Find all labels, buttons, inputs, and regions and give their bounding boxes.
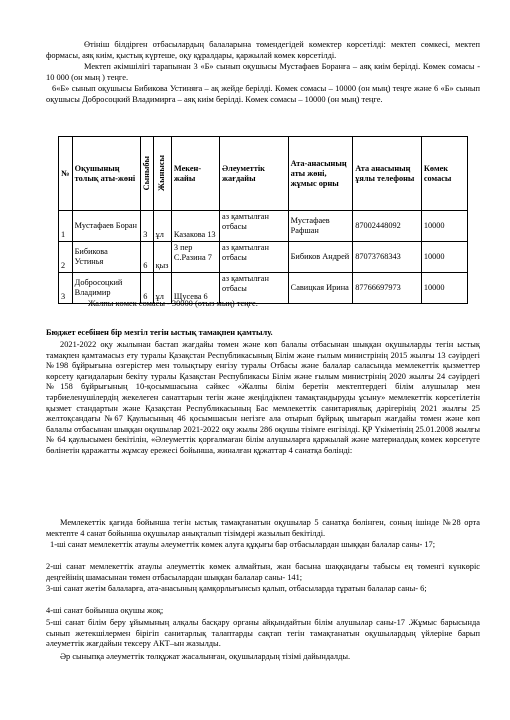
cell-student: Бибикова Устинья <box>72 242 141 273</box>
header-address: Мекен-жайы <box>171 137 219 211</box>
category-3: 3-ші санат жетім балаларға, ата-анасының қамқорлығынсыз қалып, отбасыларда тұратын балалар саны- 6; <box>46 584 427 593</box>
category-1: 1-ші санат мемлекеттік атаулы әлеуметтік көмек алуға құқығы бар отбасылардан шыққан балалар саны- 17; <box>50 540 436 549</box>
cell-class: 6 <box>141 242 153 273</box>
cell-address: 3 пер С.Разина 7 <box>171 242 219 273</box>
cell-number: 1 <box>59 211 73 242</box>
assistance-table <box>58 136 468 304</box>
cell-gender: ұл <box>153 273 171 304</box>
section-heading: Бюджет есебінен бір мезгіл тегін ыстық тамақпен қамтылу. <box>46 328 273 337</box>
header-phone: Ата анасының ұялы телефоны <box>353 137 422 211</box>
total-amount: Жалпы көмек сомасы - 30000 (отыз мың) теңге. <box>88 299 258 308</box>
cell-amount: 10000 <box>421 273 467 304</box>
intro-paragraph: Өтініш білдірген отбасылардың балаларына төмендегідей көмектер көрсетілді: мектеп сөмкесі, мектеп формасы, аяқ киім, қыстық күртеше, оқу құралдары, қаржылай көмек көрсетілді. <box>46 40 480 60</box>
closing-paragraph: Әр сыныпқа әлеуметтік төлқұжат жасалынған, оқушылардың тізімі дайындалды. <box>60 652 351 661</box>
header-social-status: Әлеуметтік жағдайы <box>220 137 289 211</box>
body-paragraph-2: Мемлекеттік қағида бойынша тегін ыстық тамақтанатын оқушылар 5 санатқа бөлінген, соның ішінде №28 орта мектепте 4 санат бойынша оқушылар анықталып тізімдері жазылып бекітілді. <box>46 518 480 538</box>
cell-social-status: аз қамтылған отбасы <box>220 242 289 273</box>
cell-student: Добросоцкий Владимир <box>72 273 141 304</box>
category-5: 5-ші санат білім беру ұйымының алқалы басқару органы айқындайтын білім алушылар саны-17 .Жұмыс барысында сынып жетекшілермен бірігіп санитарлық талаптарды сақтап тегін тамақтанатын оқушылардың үйлеріне барып әлеуметтік жағдайын тексеру АКТ–ын жазылды. <box>46 618 480 649</box>
paragraph-bibikova: 6«Б» сынып оқушысы Бибикова Устиняға – ақ жейде берілді. Көмек сомасы – 10000 (он мың) теңге және 6 «Б» сынып оқушысы Добросоцкий Владимирға – аяқ киім берілді. Көмек сомасы – 10000 (он мың) теңге. <box>46 84 480 104</box>
cell-number: 2 <box>59 242 73 273</box>
cell-gender: ұл <box>153 211 171 242</box>
cell-address: Казакова 13 <box>171 211 219 242</box>
cell-amount: 10000 <box>421 211 467 242</box>
cell-parent: Бибиков Андрей <box>288 242 353 273</box>
cell-gender: қыз <box>153 242 171 273</box>
cell-phone: 87002448092 <box>353 211 422 242</box>
cell-number: 3 <box>59 273 73 304</box>
header-student-name: Оқушының толық аты-жөні <box>72 137 141 211</box>
cell-amount: 10000 <box>421 242 467 273</box>
header-gender: Жынысы <box>153 137 171 211</box>
cell-parent: Мустафаев Рафшан <box>288 211 353 242</box>
paragraph-mustafaev: Мектеп әкімшілігі тарапынан 3 «Б» сынып оқушысы Мустафаев Боранға – аяқ киім берілді. Көмек сомасы - 10 000 (он мың ) теңге. <box>46 62 480 82</box>
cell-class: 6 <box>141 273 153 304</box>
header-class: Сыныбы <box>141 137 153 211</box>
header-amount: Көмек сомасы <box>421 137 467 211</box>
cell-phone: 87073768343 <box>353 242 422 273</box>
cell-student: Мустафаев Боран <box>72 211 141 242</box>
table-row <box>59 242 468 273</box>
cell-phone: 87766697973 <box>353 273 422 304</box>
body-paragraph-1: 2021-2022 оқу жылынан бастап жағдайы төмен және көп балалы отбасынан шыққан оқушыларды тегін ыстық тамақпен қамтамасыз ету туралы Қазақстан Республикасының Білім және ғылым министрінің 2015 жылғы 13 сәуірдегі №198 бұйрығына өзгерістер мен толықтыру енгізу туралы Отбасы және балалар саласында мемлекеттік қызметтер көрсету қағидаларын бекіту туралы Қазақстан Республикасы Білім және ғылым министрінің 2020 жылғы 24 сәуірдегі №158 бұйрығының 10-қосымшасына сәйкес «Жалпы білім беретін мектептердегі білім алушылар мен тәрбиеленушілердің жекелеген санаттарын тегін және жеңілдікпен тамақтандыруды ұсыну» мемлекеттік көрсетілетін қызмет стандартын және Қазақстан Республикасының Бас мемлекеттік санитариялық дәрігерінің 2021 жылғы 25 желтоқсандағы №67 Қаулысының 46 қосымшасын негізге ала отырып бұйрық шығарып жағдайы төмен және көп балалы отбасынан шыққан оқушылар 2021-2022 оқу жылы 286 оқушы тізімге енгізілді. ҚР Үкіметінің 25.01.2008 жылғы № 64 қаулысымен бекітілін, «Әлеуметтік қорғалмаған білім алушыларға қаржылай және материалдық көмек көрсетуге бөлінетін қаражатты жұмсау ережесі бойынша, жиналған құжаттар 4 санатқа бөлінді: <box>46 340 480 455</box>
cell-social-status: аз қамтылған отбасы <box>220 273 289 304</box>
category-4: 4-ші санат бойынша оқушы жоқ; <box>46 606 164 615</box>
cell-address: Щусева 6 <box>171 273 219 304</box>
cell-class: 3 <box>141 211 153 242</box>
category-2: 2-ші санат мемлекеттік атаулы әлеуметтік көмек алмайтын, жан басына шаққандағы табысы ең төменгі күнкөріс деңгейінің шамасынан төмен отбасылардан шыққан балалар саны- 141; <box>46 562 480 582</box>
table-row <box>59 211 468 242</box>
cell-parent: Савицкая Ирина <box>288 273 353 304</box>
header-parent: Ата-анасының аты жөні, жұмыс орны <box>288 137 353 211</box>
table-header-row <box>59 137 468 211</box>
header-number: № <box>59 137 73 211</box>
cell-social-status: аз қамтылған отбасы <box>220 211 289 242</box>
